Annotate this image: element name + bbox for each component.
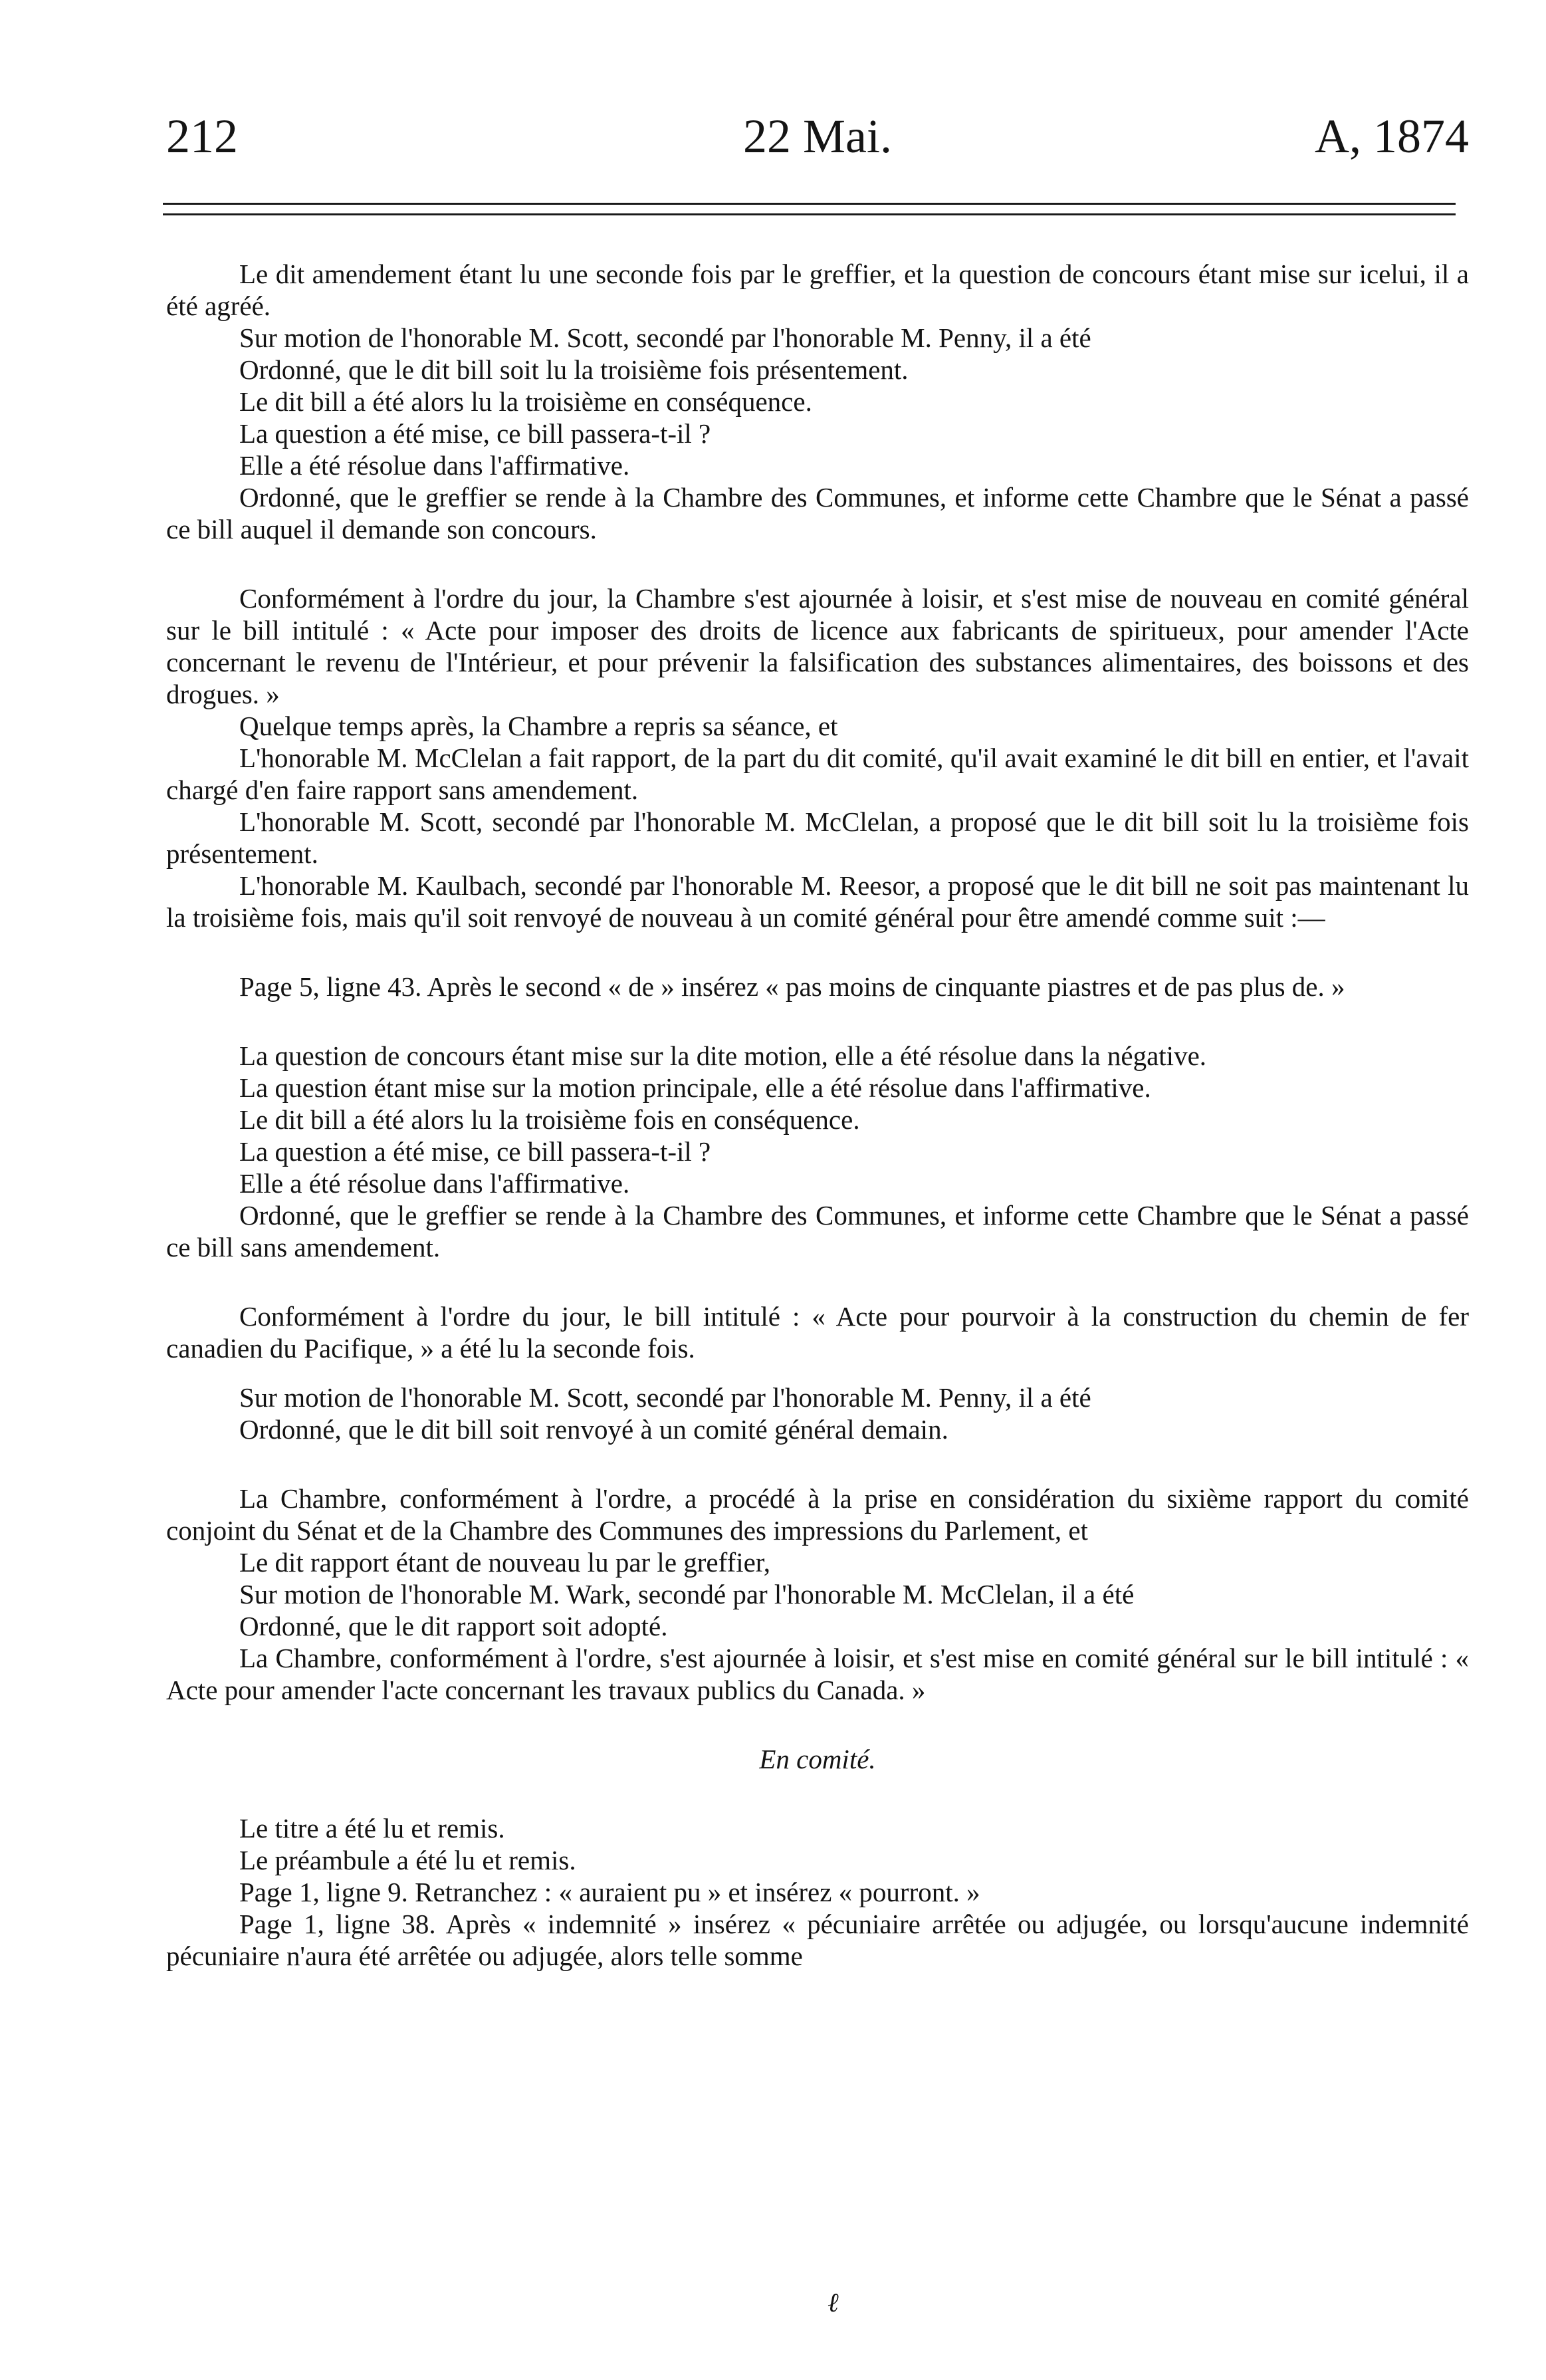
paragraph: Sur motion de l'honorable M. Scott, secondé par l'honorable M. Penny, il a été [239,1382,1091,1413]
paragraph: Le dit rapport étant de nouveau lu par le greffier, [239,1547,771,1578]
paragraph: Le dit amendement étant lu une seconde fois par le greffier, et la question de concours étant mise sur icelui, il a été agréé. [166,259,1469,321]
paragraph: La Chambre, conformément à l'ordre, s'est ajournée à loisir, et s'est mise en comité général sur le bill intitulé : « Acte pour amender l'acte concernant les travaux publics du Canada. » [166,1643,1469,1705]
paragraph: Sur motion de l'honorable M. Wark, secondé par l'honorable M. McClelan, il a été [239,1579,1135,1609]
header-date: 22 Mai. [743,110,892,163]
paragraph: Conformément à l'ordre du jour, la Chambre s'est ajournée à loisir, et s'est mise de nouveau en comité général sur le bill intitulé : « Acte pour imposer des droits de licence aux fabricants de spiritueux, pour amender l'Acte concernant le revenu de l'Intérieur, et pour prévenir la falsification des substances alimentaires, des boissons et des drogues. » [166,583,1469,709]
paragraph: Le préambule a été lu et remis. [239,1845,576,1875]
paragraph: Ordonné, que le greffier se rende à la Chambre des Communes, et informe cette Chambre que le Sénat a passé ce bill auquel il demande son concours. [166,482,1469,544]
paragraph: L'honorable M. Scott, secondé par l'honorable M. McClelan, a proposé que le dit bill soit lu la troisième fois présentement. [166,806,1469,869]
paragraph: Conformément à l'ordre du jour, le bill intitulé : « Acte pour pourvoir à la construction du chemin de fer canadien du Pacifique, » a été lu la seconde fois. [166,1301,1469,1364]
paragraph: L'honorable M. McClelan a fait rapport, de la part du dit comité, qu'il avait examiné le dit bill en entier, et l'avait chargé d'en faire rapport sans amendement. [166,743,1469,805]
paragraph: La question a été mise, ce bill passera-t-il ? [239,418,711,449]
header-year: A, 1874 [1315,110,1469,163]
header-rule-top [163,203,1456,205]
amendment-text: Page 5, ligne 43. Après le second « de » insérez « pas moins de cinquante piastres et de pas plus de. » [239,971,1345,1002]
document-body [166,258,1469,1972]
paragraph: Page 1, ligne 38. Après « indemnité » insérez « pécuniaire arrêtée ou adjugée, ou lorsqu'aucune indemnité pécuniaire n'aura été arrêtée ou adjugée, alors telle somme [166,1909,1469,1971]
paragraph: Elle a été résolue dans l'affirmative. [239,1168,630,1199]
paragraph: Page 1, ligne 9. Retranchez : « auraient pu » et insérez « pourront. » [239,1877,980,1907]
footer-mark: ℓ [828,2288,839,2318]
paragraph: La question de concours étant mise sur la dite motion, elle a été résolue dans la négative. [239,1040,1207,1071]
paragraph: Ordonné, que le dit bill soit lu la troisième fois présentement. [239,354,909,385]
paragraph: La question étant mise sur la motion principale, elle a été résolue dans l'affirmative. [239,1072,1151,1103]
paragraph: La Chambre, conformément à l'ordre, a procédé à la prise en considération du sixième rapport du comité conjoint du Sénat et de la Chambre des Communes des impressions du Parlement, et [166,1483,1469,1546]
paragraph: L'honorable M. Kaulbach, secondé par l'honorable M. Reesor, a proposé que le dit bill ne soit pas maintenant lu la troisième fois, mais qu'il soit renvoyé de nouveau à un comité général pour être amendé comme suit :— [166,870,1469,933]
section-heading: En comité. [759,1744,876,1774]
paragraph: Quelque temps après, la Chambre a repris sa séance, et [239,711,838,741]
paragraph: Le dit bill a été alors lu la troisième fois en conséquence. [239,1104,860,1135]
paragraph: Ordonné, que le greffier se rende à la Chambre des Communes, et informe cette Chambre que le Sénat a passé ce bill sans amendement. [166,1200,1469,1262]
paragraph: Ordonné, que le dit bill soit renvoyé à un comité général demain. [239,1414,948,1445]
header-rule [163,203,1456,223]
paragraph: Le titre a été lu et remis. [239,1813,505,1844]
header-rule-bottom [163,213,1456,215]
page-header [166,100,1469,173]
paragraph: Elle a été résolue dans l'affirmative. [239,450,630,481]
page-number: 212 [166,110,238,163]
paragraph: Sur motion de l'honorable M. Scott, secondé par l'honorable M. Penny, il a été [239,322,1091,353]
paragraph: Ordonné, que le dit rapport soit adopté. [239,1611,668,1641]
paragraph: La question a été mise, ce bill passera-t-il ? [239,1136,711,1167]
paragraph: Le dit bill a été alors lu la troisième en conséquence. [239,386,812,417]
